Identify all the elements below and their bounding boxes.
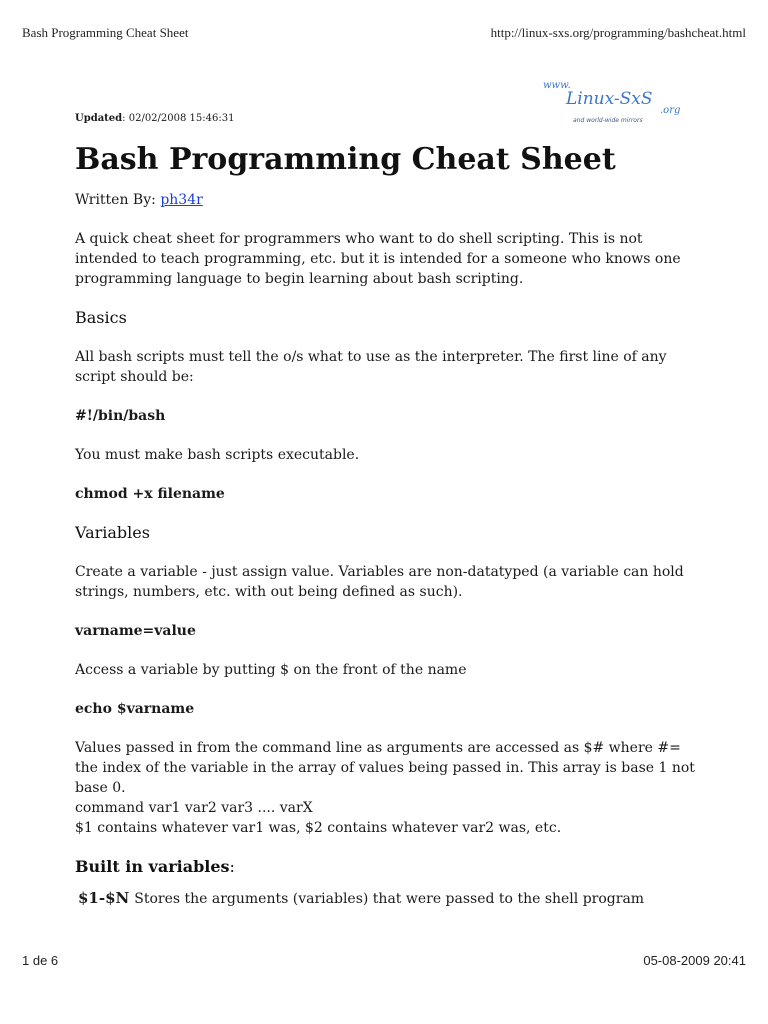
variables-paragraph-1: Create a variable - just assign value. Variables are non-datatyped (a variable can hold strings, numbers, etc. with out being defined as such).	[75, 564, 684, 600]
intro-paragraph: A quick cheat sheet for programmers who want to do shell scripting. This is not intended to teach programming, etc. but it is intended for a someone who knows one programming language to begin learning about bash scripting.	[75, 231, 681, 287]
code-echo: echo $varname	[75, 701, 195, 717]
basics-paragraph-1: All bash scripts must tell the o/s what to use as the interpreter. The first line of any script should be:	[75, 349, 667, 385]
print-header-title: Bash Programming Cheat Sheet	[22, 25, 189, 40]
page-counter: 1 de 6	[22, 953, 59, 968]
author-link[interactable]: ph34r	[160, 192, 203, 208]
print-header	[22, 25, 746, 41]
logo-name: Linux-SxS	[566, 89, 653, 109]
updated-value: : 02/02/2008 15:46:31	[122, 113, 235, 124]
logo-tagline: and world-wide mirrors	[573, 117, 643, 124]
updated-label: Updated	[75, 113, 123, 124]
written-by-label: Written By:	[75, 192, 161, 208]
variables-command-example: command var1 var2 var3 .... varX	[75, 800, 313, 816]
variables-args-text: Values passed in from the command line as arguments are accessed as $# where #= the index of the variable in the array of values being passed in. This array is base 1 not base 0.	[75, 740, 695, 796]
builtin-variable-desc: Stores the arguments (variables) that were passed to the shell program	[134, 891, 645, 907]
variables-args-explanation: $1 contains whatever var1 was, $2 contains whatever var2 was, etc.	[75, 820, 562, 836]
builtin-variable-name: $1-$N	[78, 889, 130, 907]
code-shebang: #!/bin/bash	[75, 408, 166, 424]
logo-www: www.	[543, 80, 571, 91]
logo-org: .org	[660, 105, 681, 116]
updated-line	[75, 112, 695, 126]
basics-paragraph-2: You must make bash scripts executable.	[75, 447, 360, 463]
article	[75, 112, 695, 909]
page-title: Bash Programming Cheat Sheet	[75, 142, 616, 177]
variables-paragraph-3	[75, 738, 695, 838]
author-line	[75, 190, 695, 210]
builtin-variable-row	[75, 888, 695, 909]
section-heading-basics: Basics	[75, 308, 127, 327]
print-footer	[22, 953, 746, 969]
builtins-heading-colon: :	[229, 857, 235, 876]
section-heading-variables: Variables	[75, 523, 150, 542]
section-heading-builtins	[75, 857, 695, 877]
builtins-heading-text: Built in variables	[75, 857, 230, 876]
variables-paragraph-2: Access a variable by putting $ on the front of the name	[75, 662, 467, 678]
code-chmod: chmod +x filename	[75, 486, 225, 502]
code-assign: varname=value	[75, 623, 196, 639]
print-datetime: 05-08-2009 20:41	[643, 953, 746, 968]
print-header-url: http://linux-sxs.org/programming/bashcheat.html	[490, 25, 746, 40]
